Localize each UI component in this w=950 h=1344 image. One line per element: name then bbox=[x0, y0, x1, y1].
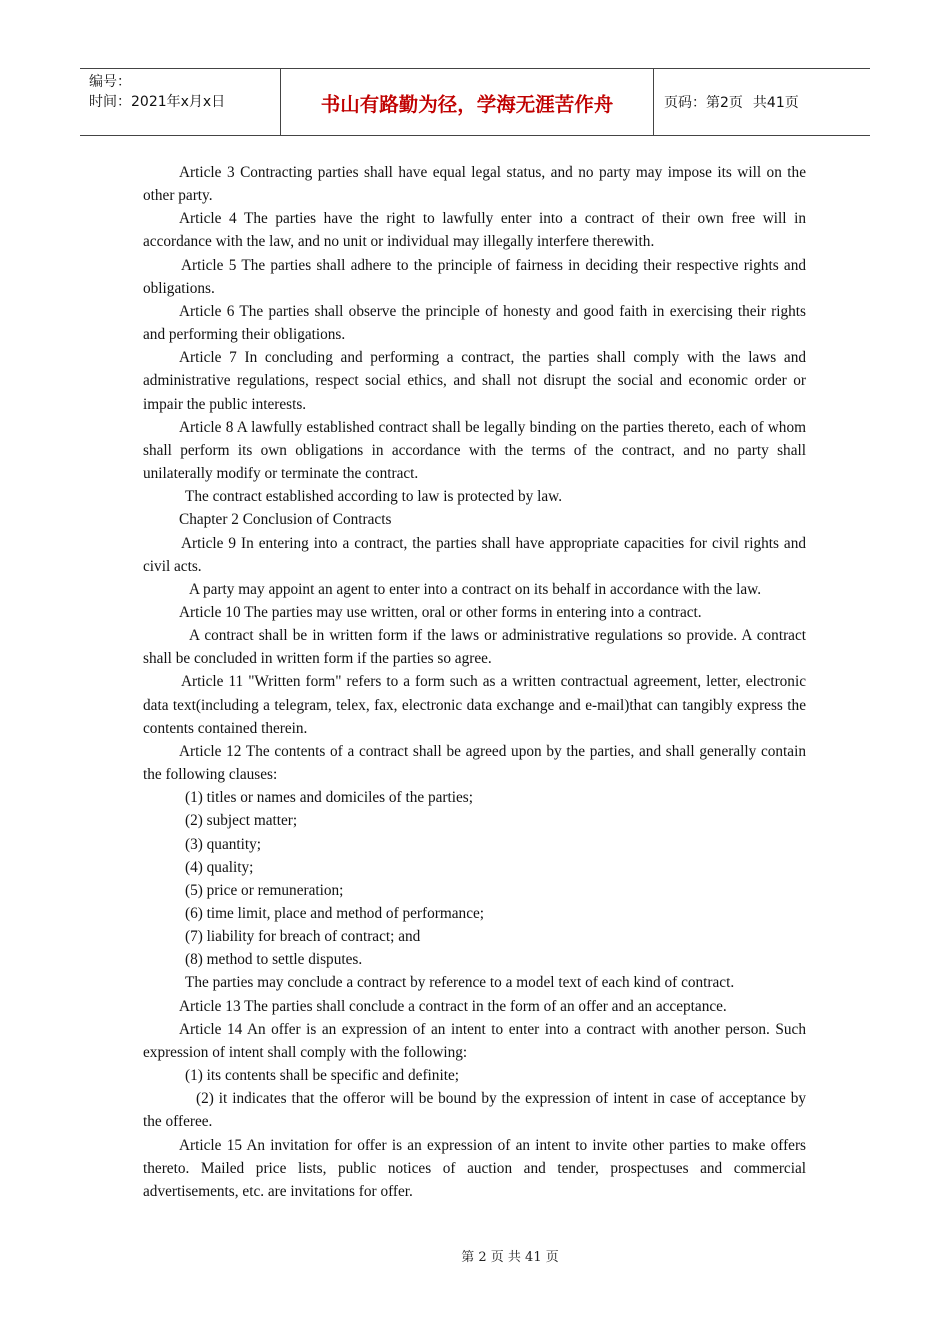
body-paragraph: Article 14 An offer is an expression of an intent to enter into a contract with another person. Such expression of intent shall comply with the following: bbox=[143, 1020, 806, 1061]
body-paragraph: (1) its contents shall be specific and definite; bbox=[185, 1067, 459, 1085]
document-body bbox=[143, 161, 806, 1203]
page-footer: 第 2 页 共 41 页 bbox=[461, 1250, 559, 1265]
body-paragraph: Article 13 The parties shall conclude a contract in the form of an offer and an acceptance. bbox=[179, 997, 727, 1015]
body-paragraph: (2) subject matter; bbox=[185, 812, 298, 830]
body-paragraph: A contract shall be in written form if the laws or administrative regulations so provide. A contract shall be concluded in written form if the parties so agree. bbox=[143, 627, 806, 668]
header-motto: 书山有路勤为径，学海无涯苦作舟 bbox=[281, 69, 654, 135]
body-paragraph: (5) price or remuneration; bbox=[185, 881, 344, 899]
body-paragraph: (6) time limit, place and method of performance; bbox=[185, 905, 485, 922]
body-paragraph: Article 10 The parties may use written, oral or other forms in entering into a contract. bbox=[179, 603, 702, 621]
body-paragraph: (1) titles or names and domiciles of the parties; bbox=[185, 789, 474, 807]
header-meta bbox=[80, 69, 281, 135]
body-paragraph: Article 12 The contents of a contract shall be agreed upon by the parties, and shall generally contain the following clauses: bbox=[143, 742, 806, 784]
body-paragraph: Article 6 The parties shall observe the principle of honesty and good faith in exercising their rights and performing their obligations. bbox=[143, 302, 806, 344]
body-paragraph: Article 11 "Written form" refers to a form such as a written contractual agreement, letter, electronic data text(including a telegram, telex, fax, electronic data exchange and e-mail)that can tangibly express the contents contained therein. bbox=[143, 673, 806, 737]
page-header bbox=[80, 68, 870, 136]
body-paragraph: Chapter 2 Conclusion of Contracts bbox=[179, 511, 392, 529]
body-paragraph: The parties may conclude a contract by reference to a model text of each kind of contract. bbox=[185, 974, 735, 992]
body-paragraph: A party may appoint an agent to enter into a contract on its behalf in accordance with the law. bbox=[189, 580, 762, 598]
body-paragraph: Article 4 The parties have the right to lawfully enter into a contract of their own free will in accordance with the law, and no unit or individual may illegally interfere therewith. bbox=[143, 210, 806, 251]
body-paragraph: Article 3 Contracting parties shall have equal legal status, and no party may impose its will on the other party. bbox=[143, 164, 806, 205]
header-page-total: 共41页 bbox=[752, 95, 799, 111]
body-paragraph: Article 15 An invitation for offer is an expression of an intent to invite other parties to make offers thereto. Mailed price lists, public notices of auction and tender, prospectuses and commercial advertisements, etc. are invitations for offer. bbox=[143, 1136, 806, 1200]
body-paragraph: (8) method to settle disputes. bbox=[185, 951, 363, 969]
header-page-number: 页码：第2页 bbox=[664, 95, 743, 111]
body-paragraph: (2) it indicates that the offeror will be bound by the expression of intent in case of acceptance by the offeree. bbox=[143, 1090, 806, 1131]
body-paragraph: Article 8 A lawfully established contract shall be legally binding on the parties thereto, each of whom shall perform its own obligations in accordance with the terms of the contract, and no party shall unilaterally modify or terminate the contract. bbox=[143, 418, 806, 483]
body-paragraph: (7) liability for breach of contract; and bbox=[185, 928, 421, 946]
body-paragraph: The contract established according to law is protected by law. bbox=[185, 488, 563, 506]
document-number-label: 编号： bbox=[89, 74, 131, 90]
body-paragraph: Article 9 In entering into a contract, the parties shall have appropriate capacities for civil rights and civil acts. bbox=[143, 534, 806, 575]
body-paragraph: Article 5 The parties shall adhere to the principle of fairness in deciding their respective rights and obligations. bbox=[143, 256, 806, 297]
header-page-info bbox=[654, 69, 870, 135]
body-paragraph: Article 7 In concluding and performing a contract, the parties shall comply with the laws and administrative regulations, respect social ethics, and shall not disrupt the social and economic order or impair the public interests. bbox=[143, 349, 806, 413]
body-paragraph: (3) quantity; bbox=[185, 835, 262, 853]
document-time-label: 时间：2021年x月x日 bbox=[89, 94, 226, 110]
body-paragraph: (4) quality; bbox=[185, 858, 254, 876]
